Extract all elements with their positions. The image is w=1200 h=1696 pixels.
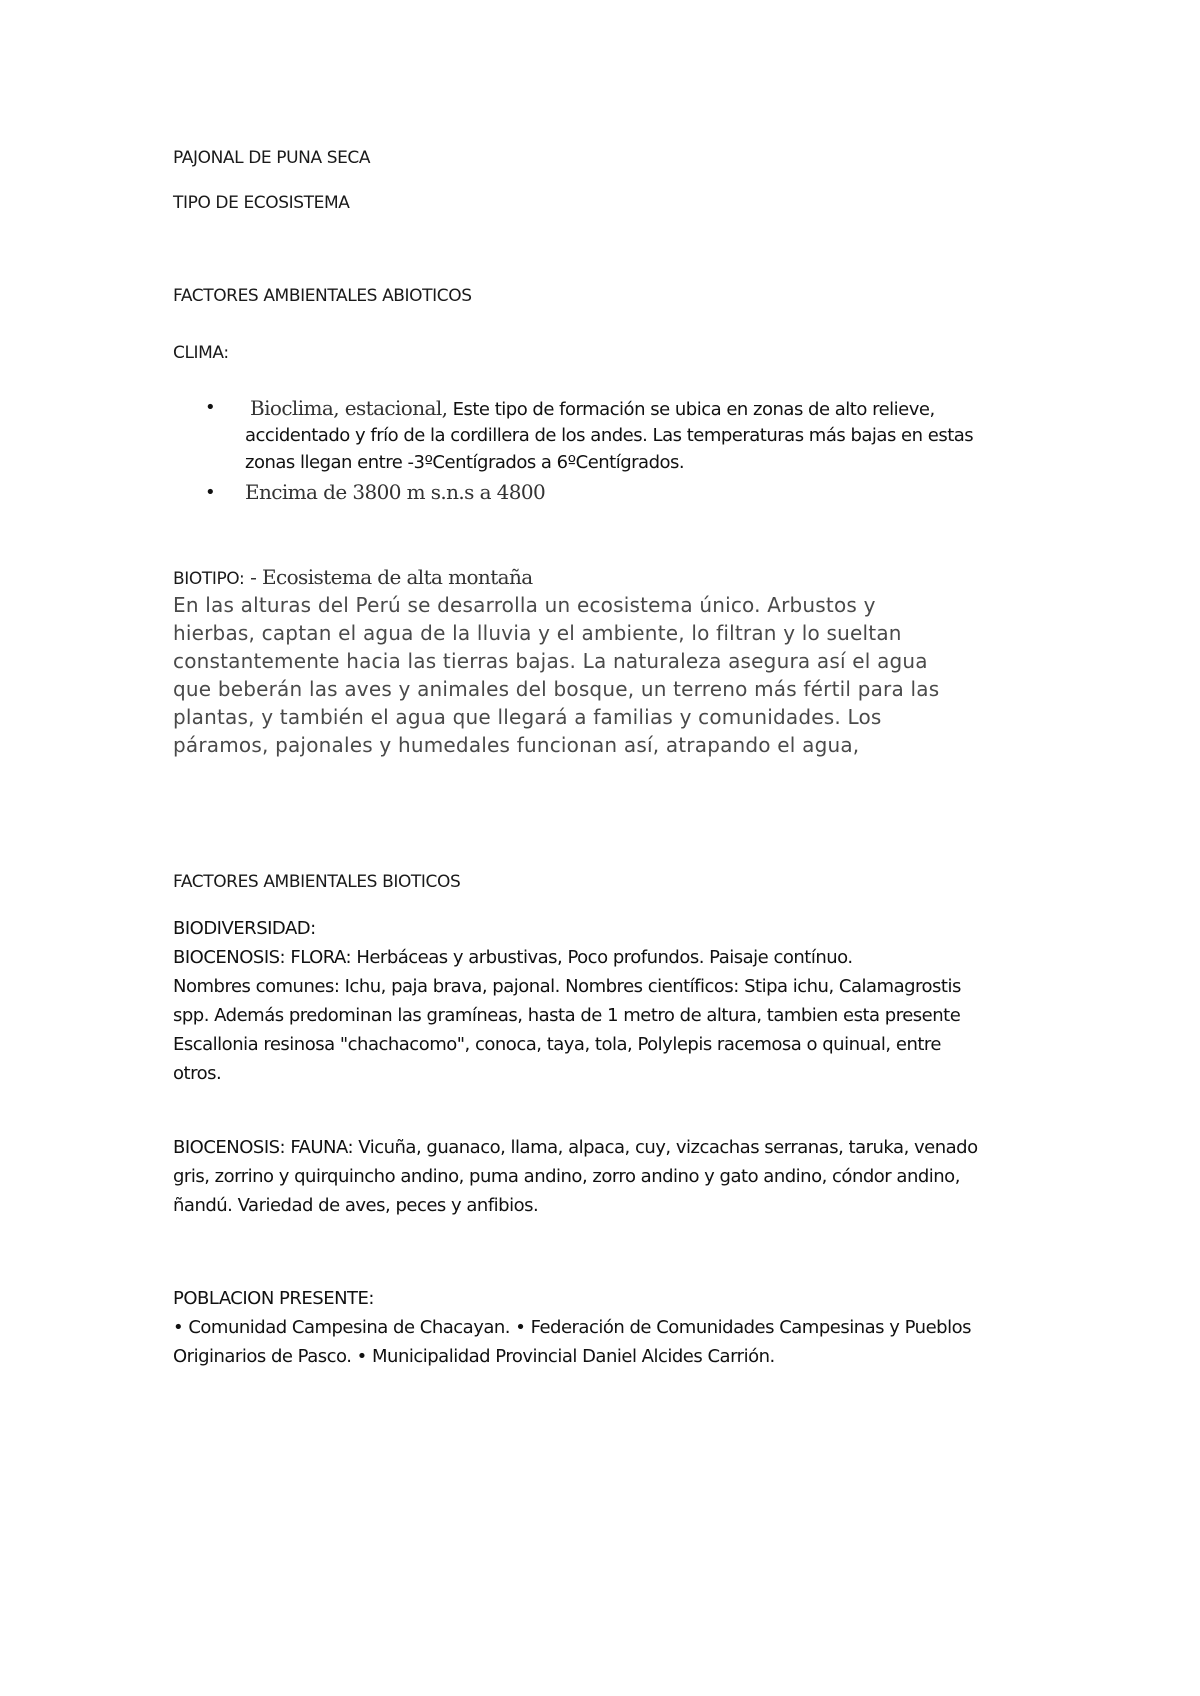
biotipo-paragraph-line: constantemente hacia las tierras bajas. La naturaleza asegura así el agua: [173, 649, 928, 673]
flora-line: otros.: [173, 1063, 222, 1084]
flora-line: Nombres comunes: Ichu, paja brava, pajonal. Nombres científicos: Stipa ichu, Calamagrostis: [173, 976, 961, 997]
ecosystem-type-label: TIPO DE ECOSISTEMA: [173, 193, 350, 213]
population-line: • Comunidad Campesina de Chacayan. • Federación de Comunidades Campesinas y Pueblos: [173, 1317, 971, 1338]
abiotic-heading: FACTORES AMBIENTALES ABIOTICOS: [173, 286, 472, 306]
biotipo-paragraph-line: hierbas, captan el agua de la lluvia y el ambiente, lo filtran y lo sueltan: [173, 621, 902, 645]
biotipo-paragraph-line: En las alturas del Perú se desarrolla un ecosistema único. Arbustos y: [173, 593, 876, 617]
clima-bullet-1-line-3: zonas llegan entre -3ºCentígrados a 6ºCentígrados.: [245, 452, 685, 473]
fauna-line: ñandú. Variedad de aves, peces y anfibios.: [173, 1195, 539, 1216]
flora-line: spp. Además predominan las gramíneas, hasta de 1 metro de altura, tambien esta presente: [173, 1005, 961, 1026]
fauna-line: gris, zorrino y quirquincho andino, puma andino, zorro andino y gato andino, cóndor andino,: [173, 1166, 960, 1187]
biotipo-line: [173, 565, 533, 589]
biotipo-label: BIOTIPO:: [173, 569, 245, 589]
bioclima-lead: Bioclima, estacional,: [250, 396, 448, 420]
fauna-line: BIOCENOSIS: FAUNA: Vicuña, guanaco, llama, alpaca, cuy, vizcachas serranas, taruka, venado: [173, 1137, 978, 1158]
biotipo-value: - Ecosistema de alta montaña: [244, 565, 533, 589]
biotipo-paragraph-line: páramos, pajonales y humedales funcionan así, atrapando el agua,: [173, 733, 860, 757]
biotipo-paragraph-line: plantas, y también el agua que llegará a familias y comunidades. Los: [173, 705, 882, 729]
biodiversidad-label: BIODIVERSIDAD:: [173, 918, 316, 939]
flora-line: BIOCENOSIS: FLORA: Herbáceas y arbustivas, Poco profundos. Paisaje contínuo.: [173, 947, 853, 968]
population-line: Originarios de Pasco. • Municipalidad Provincial Daniel Alcides Carrión.: [173, 1346, 775, 1367]
population-label: POBLACION PRESENTE:: [173, 1288, 374, 1309]
clima-bullet-1-line-2: accidentado y frío de la cordillera de los andes. Las temperaturas más bajas en estas: [245, 425, 974, 446]
document-title: PAJONAL DE PUNA SECA: [173, 148, 371, 168]
clima-bullet-1-line-1: [250, 396, 935, 420]
clima-label: CLIMA:: [173, 343, 229, 363]
flora-line: Escallonia resinosa "chachacomo", conoca, taya, tola, Polylepis racemosa o quinual, entre: [173, 1034, 941, 1055]
biotipo-paragraph-line: que beberán las aves y animales del bosque, un terreno más fértil para las: [173, 677, 940, 701]
bullet-marker: •: [205, 397, 216, 418]
biotic-heading: FACTORES AMBIENTALES BIOTICOS: [173, 872, 461, 892]
bioclima-text: Este tipo de formación se ubica en zonas de alto relieve,: [447, 399, 935, 420]
bullet-marker: •: [205, 482, 216, 503]
altitude-bullet: Encima de 3800 m s.n.s a 4800: [245, 480, 546, 504]
